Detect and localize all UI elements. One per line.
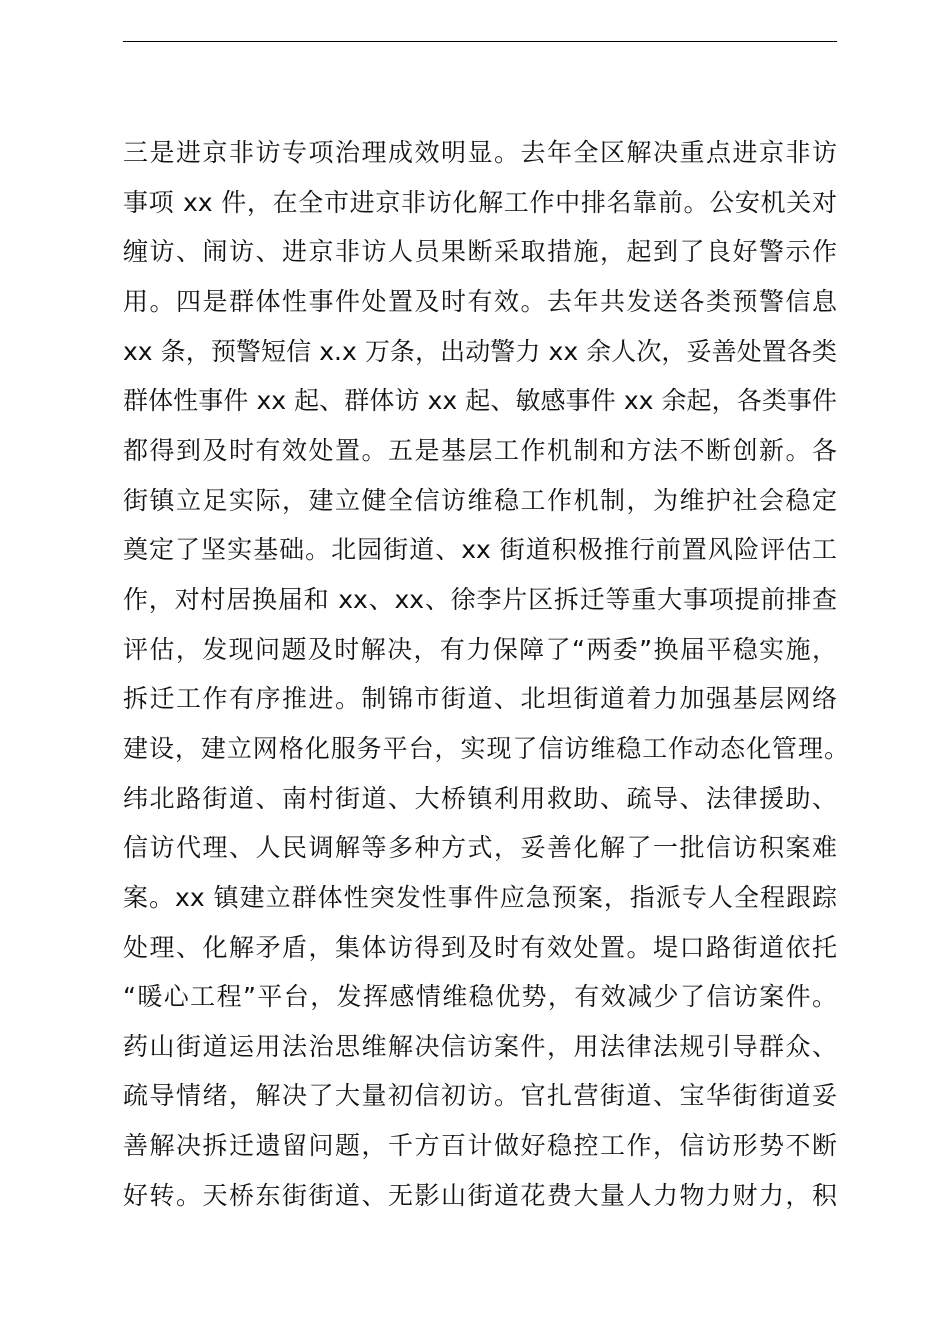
text-line: 缠访、闹访、进京非访人员果断采取措施，起到了良好警示作 (123, 237, 837, 267)
text-line: 作，对村居换届和 xx、xx、徐李片区拆迁等重大事项提前排查 (123, 584, 837, 614)
text-line: 都得到及时有效处置。五是基层工作机制和方法不断创新。各 (123, 435, 837, 465)
text-line: 用。四是群体性事件处置及时有效。去年共发送各类预警信息 (123, 286, 837, 316)
text-line: 群体性事件 xx 起、群体访 xx 起、敏感事件 xx 余起，各类事件 (123, 386, 837, 416)
text-line: 三是进京非访专项治理成效明显。去年全区解决重点进京非访 (123, 138, 837, 167)
text-line: 药山街道运用法治思维解决信访案件，用法律法规引导群众、 (123, 1031, 837, 1061)
text-line: 拆迁工作有序推进。制锦市街道、北坦街道着力加强基层网络 (123, 684, 837, 714)
text-line: 案。xx 镇建立群体性突发性事件应急预案，指派专人全程跟踪 (123, 882, 837, 912)
text-line: 事项 xx 件，在全市进京非访化解工作中排名靠前。公安机关对 (123, 187, 837, 217)
text-line: 好转。天桥东街街道、无影山街道花费大量人力物力财力，积 (123, 1180, 837, 1210)
text-line: “暖心工程”平台，发挥感情维稳优势，有效减少了信访案件。 (123, 982, 837, 1012)
text-line: 评估，发现问题及时解决，有力保障了“两委”换届平稳实施， (123, 634, 837, 664)
text-line: 善解决拆迁遗留问题，千方百计做好稳控工作，信访形势不断 (123, 1131, 837, 1161)
text-line: 纬北路街道、南村街道、大桥镇利用救助、疏导、法律援助、 (123, 783, 837, 813)
text-line: 建设，建立网格化服务平台，实现了信访维稳工作动态化管理。 (123, 733, 849, 763)
text-line: xx 条，预警短信 x.x 万条，出动警力 xx 余人次，妥善处置各类 (123, 336, 837, 366)
text-line: 街镇立足实际，建立健全信访维稳工作机制，为维护社会稳定 (123, 485, 837, 515)
text-line: 奠定了坚实基础。北园街道、xx 街道积极推行前置风险评估工 (123, 535, 837, 565)
text-line: 信访代理、人民调解等多种方式，妥善化解了一批信访积案难 (123, 833, 837, 863)
document-body (123, 128, 849, 1220)
text-line: 疏导情绪，解决了大量初信初访。官扎营街道、宝华街街道妥 (123, 1081, 837, 1111)
header-rule (123, 41, 837, 42)
text-line: 处理、化解矛盾，集体访得到及时有效处置。堤口路街道依托 (123, 932, 837, 962)
